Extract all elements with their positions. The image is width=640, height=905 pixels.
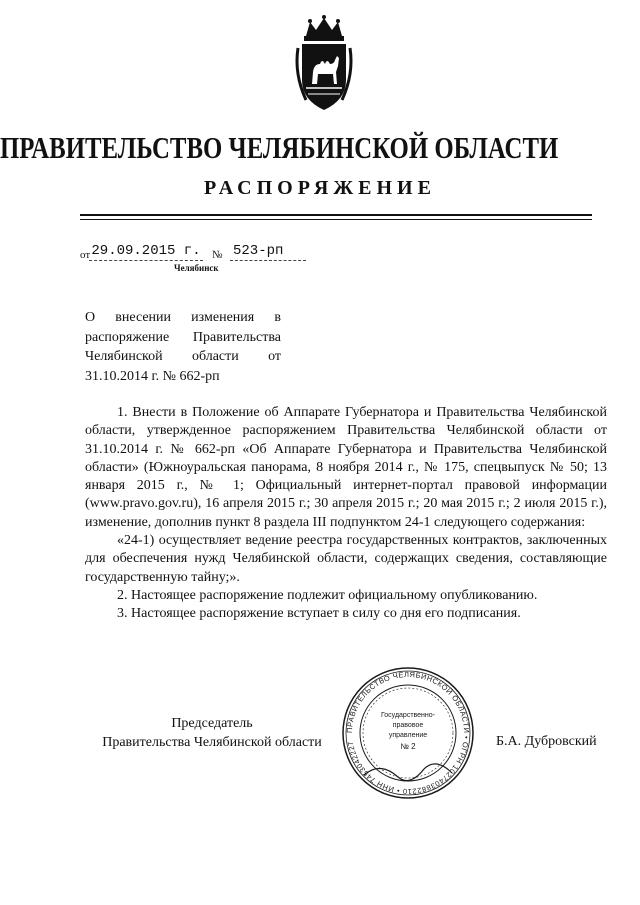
header-divider-thin [80,219,592,220]
body-quote: «24-1) осуществляет ведение реестра государственных контрактов, заключенных для обеспечения нужд Челябинской области, содержащих сведения, составляющие государственную тайну;». [85,533,607,585]
signatory-position [82,714,342,752]
official-round-seal-icon [340,665,476,801]
signatory-position-line-2: Правительства Челябинской области [102,735,322,750]
signatory-position-line-1: Председатель [171,716,253,731]
document-city: Челябинск [174,263,219,273]
document-date: 29.09.2015 г. [91,243,201,259]
chelyabinsk-coat-of-arms-icon [292,14,356,114]
seal-center-line-3: управление [388,732,428,739]
document-subject: О внесении изменения в распоряжение Правительства Челябинской области от 31.10.2014 г. № 662-рп [85,310,281,384]
number-underline [230,260,306,261]
seal-outer-text: ПРАВИТЕЛЬСТВО ЧЕЛЯБИНСКОЙ ОБЛАСТИ • ОГРН 1027403882210 • ИНН 7453042227 [344,669,472,797]
number-prefix: № [212,249,223,261]
seal-center-line-1: Государственно- [380,712,436,719]
date-prefix: от [80,249,91,261]
signatory-name: Б.А. Дубровский [496,734,597,749]
body-paragraph-3: 3. Настоящее распоряжение вступает в силу со дня его подписания. [117,606,521,622]
body-paragraph-1: 1. Внести в Положение об Аппарате Губернатора и Правительства Челябинской области, утвержденное распоряжением Правительства Челябинской области от 31.10.2014 г. № 662-рп «Об Аппарате Губернатора и Правительства Челябинской области» (Южноуральская панорама, 8 ноября 2014 г., № 175, спецвыпуск № 50; 13 января 2015 г., № 1; Официальный интернет-портал правовой информации (www.pravo.gov.ru), 16 апреля 2015 г.; 30 апреля 2015 г.; 20 мая 2015 г.; 2 июля 2015 г.), изменение, дополнив пункт 8 раздела III подпунктом 24-1 следующего содержания: [85,405,607,530]
seal-center-line-4: № 2 [400,742,416,751]
document-body [85,404,607,624]
date-underline [89,260,203,261]
body-paragraph-2: 2. Настоящее распоряжение подлежит официальному опубликованию. [117,587,538,603]
header-divider-thick [80,214,592,216]
government-title: ПРАВИТЕЛЬСТВО ЧЕЛЯБИНСКОЙ ОБЛАСТИ [0,130,559,165]
document-type-heading: РАСПОРЯЖЕНИЕ [204,177,436,199]
seal-center-line-2: правовое [392,722,424,729]
document-number: 523-рп [233,243,284,259]
